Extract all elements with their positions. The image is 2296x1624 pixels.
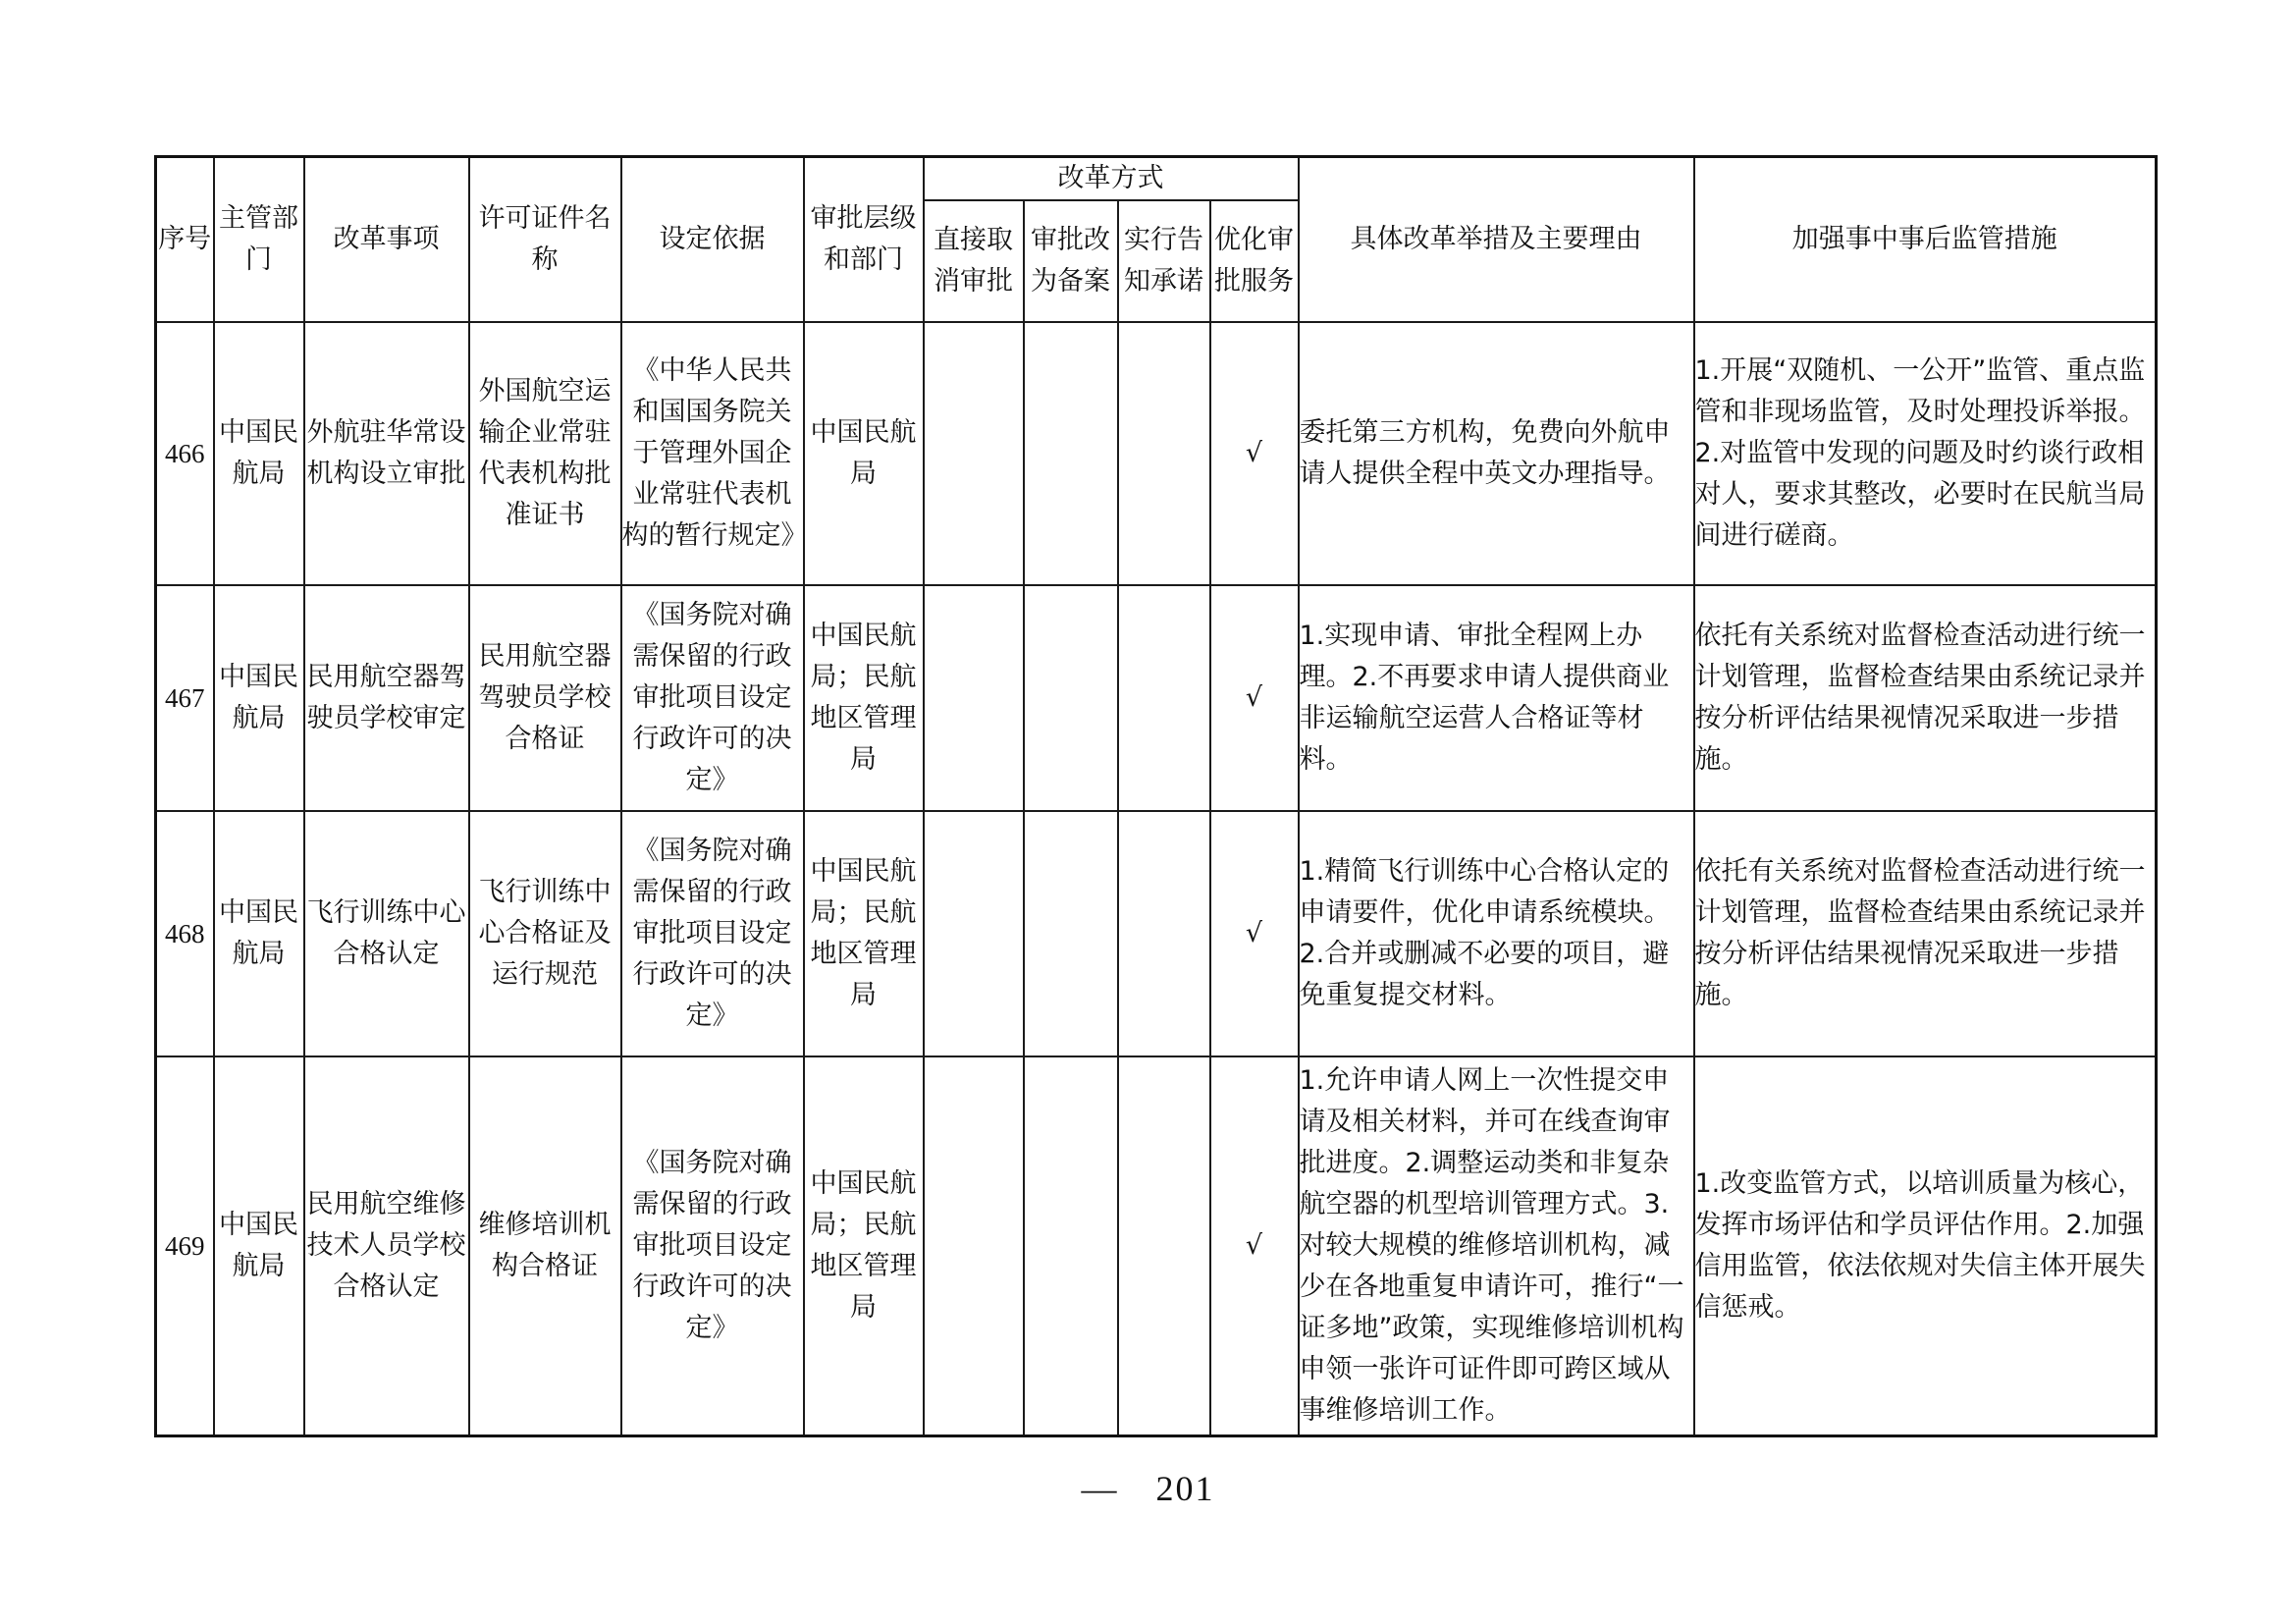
cell-method-notify	[1118, 1056, 1210, 1435]
table-row	[156, 585, 2157, 811]
cell-license: 民用航空器驾驶员学校合格证	[469, 585, 621, 811]
table-row	[156, 1056, 2157, 1435]
cell-method-record	[1024, 811, 1118, 1056]
cell-method-notify	[1118, 811, 1210, 1056]
cell-item: 民用航空器驾驶员学校审定	[304, 585, 469, 811]
reform-table	[154, 155, 2158, 1437]
check-mark-icon: √	[1210, 322, 1299, 585]
header-license: 许可证件名称	[469, 157, 621, 323]
cell-method-cancel	[924, 585, 1024, 811]
cell-method-cancel	[924, 322, 1024, 585]
cell-measures: 1.实现申请、审批全程网上办理。2.不再要求申请人提供商业非运输航空运营人合格证等材料。	[1299, 585, 1694, 811]
header-basis: 设定依据	[621, 157, 804, 323]
cell-level: 中国民航局	[804, 322, 924, 585]
cell-dept: 中国民航局	[214, 1056, 304, 1435]
check-mark-icon: √	[1210, 585, 1299, 811]
page-footer	[0, 1468, 2296, 1509]
cell-license: 外国航空运输企业常驻代表机构批准证书	[469, 322, 621, 585]
cell-supervision: 1.开展“双随机、一公开”监管、重点监管和非现场监管，及时处理投诉举报。2.对监管中发现的问题及时约谈行政相对人，要求其整改，必要时在民航当局间进行磋商。	[1694, 322, 2157, 585]
cell-measures: 1.允许申请人网上一次性提交申请及相关材料，并可在线查询审批进度。2.调整运动类和非复杂航空器的机型培训管理方式。3.对较大规模的维修培训机构，减少在各地重复申请许可，推行“一证多地”政策，实现维修培训机构申领一张许可证件即可跨区域从事维修培训工作。	[1299, 1056, 1694, 1435]
reform-table-container	[154, 155, 2155, 1437]
header-method-optimize: 优化审批服务	[1210, 200, 1299, 322]
header-dept: 主管部门	[214, 157, 304, 323]
cell-item: 飞行训练中心合格认定	[304, 811, 469, 1056]
cell-item: 民用航空维修技术人员学校合格认定	[304, 1056, 469, 1435]
cell-dept: 中国民航局	[214, 322, 304, 585]
cell-basis: 《国务院对确需保留的行政审批项目设定行政许可的决定》	[621, 1056, 804, 1435]
page-number: 201	[1155, 1469, 1215, 1508]
cell-level: 中国民航局；民航地区管理局	[804, 1056, 924, 1435]
cell-measures: 委托第三方机构，免费向外航申请人提供全程中英文办理指导。	[1299, 322, 1694, 585]
cell-dept: 中国民航局	[214, 811, 304, 1056]
cell-method-record	[1024, 1056, 1118, 1435]
cell-method-cancel	[924, 1056, 1024, 1435]
cell-basis: 《中华人民共和国国务院关于管理外国企业常驻代表机构的暂行规定》	[621, 322, 804, 585]
check-mark-icon: √	[1210, 811, 1299, 1056]
cell-license: 维修培训机构合格证	[469, 1056, 621, 1435]
footer-dash: —	[1081, 1469, 1119, 1508]
header-seq: 序号	[156, 157, 214, 323]
cell-supervision: 依托有关系统对监督检查活动进行统一计划管理，监督检查结果由系统记录并按分析评估结果视情况采取进一步措施。	[1694, 811, 2157, 1056]
cell-item: 外航驻华常设机构设立审批	[304, 322, 469, 585]
cell-dept: 中国民航局	[214, 585, 304, 811]
header-supervision: 加强事中事后监管措施	[1694, 157, 2157, 323]
cell-basis: 《国务院对确需保留的行政审批项目设定行政许可的决定》	[621, 585, 804, 811]
cell-seq: 467	[156, 585, 214, 811]
cell-supervision: 依托有关系统对监督检查活动进行统一计划管理，监督检查结果由系统记录并按分析评估结果视情况采取进一步措施。	[1694, 585, 2157, 811]
header-measures: 具体改革举措及主要理由	[1299, 157, 1694, 323]
table-row	[156, 811, 2157, 1056]
cell-measures: 1.精简飞行训练中心合格认定的申请要件，优化申请系统模块。2.合并或删减不必要的项目，避免重复提交材料。	[1299, 811, 1694, 1056]
cell-method-notify	[1118, 585, 1210, 811]
cell-method-notify	[1118, 322, 1210, 585]
header-level: 审批层级和部门	[804, 157, 924, 323]
header-row-top	[156, 157, 2157, 201]
header-method-record: 审批改为备案	[1024, 200, 1118, 322]
cell-basis: 《国务院对确需保留的行政审批项目设定行政许可的决定》	[621, 811, 804, 1056]
cell-license: 飞行训练中心合格证及运行规范	[469, 811, 621, 1056]
check-mark-icon: √	[1210, 1056, 1299, 1435]
header-method-cancel: 直接取消审批	[924, 200, 1024, 322]
table-row	[156, 322, 2157, 585]
cell-seq: 466	[156, 322, 214, 585]
cell-method-cancel	[924, 811, 1024, 1056]
cell-method-record	[1024, 322, 1118, 585]
cell-supervision: 1.改变监管方式，以培训质量为核心，发挥市场评估和学员评估作用。2.加强信用监管，依法依规对失信主体开展失信惩戒。	[1694, 1056, 2157, 1435]
cell-seq: 469	[156, 1056, 214, 1435]
cell-level: 中国民航局；民航地区管理局	[804, 811, 924, 1056]
header-item: 改革事项	[304, 157, 469, 323]
cell-level: 中国民航局；民航地区管理局	[804, 585, 924, 811]
cell-seq: 468	[156, 811, 214, 1056]
header-method-notify: 实行告知承诺	[1118, 200, 1210, 322]
cell-method-record	[1024, 585, 1118, 811]
header-method-group: 改革方式	[924, 157, 1299, 201]
